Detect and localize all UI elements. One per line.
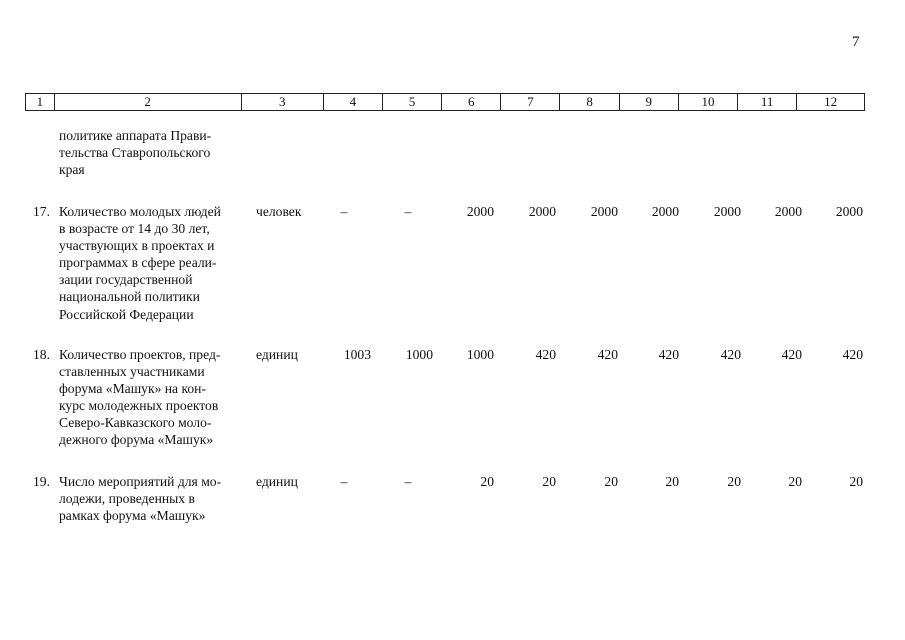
header-col-3: 3 bbox=[242, 94, 324, 110]
value-cell: 1000 bbox=[405, 347, 433, 362]
value-cell: – bbox=[340, 474, 348, 489]
description-line: политике аппарата Прави- bbox=[59, 128, 212, 143]
description-line: в возрасте от 14 до 30 лет, bbox=[59, 221, 210, 237]
value-cell: 2000 bbox=[590, 204, 618, 219]
description-line: Число мероприятий для мо- bbox=[59, 474, 222, 489]
description-line: Российской Федерации bbox=[59, 306, 194, 322]
value-cell: 2000 bbox=[528, 204, 556, 219]
value-cell: 420 bbox=[597, 347, 618, 362]
description-line: края bbox=[59, 162, 85, 178]
row-unit: человек bbox=[256, 204, 302, 219]
value-cell: 20 bbox=[727, 474, 741, 489]
header-col-1: 1 bbox=[26, 94, 55, 110]
table-header-row bbox=[25, 93, 865, 111]
row-number: 19. bbox=[33, 474, 50, 489]
row-description bbox=[59, 473, 244, 524]
header-col-12: 12 bbox=[824, 94, 838, 109]
header-col-10: 10 bbox=[679, 94, 738, 110]
header-col-5: 5 bbox=[383, 94, 442, 110]
description-line: Количество молодых людей bbox=[59, 204, 221, 219]
description-line: участвующих в проектах и bbox=[59, 238, 215, 254]
value-cell: 20 bbox=[788, 474, 802, 489]
description-line: национальной политики bbox=[59, 289, 200, 305]
value-cell: 2000 bbox=[774, 204, 802, 219]
row-description bbox=[59, 346, 244, 449]
page-number: 7 bbox=[852, 34, 860, 50]
row-number: 18. bbox=[33, 347, 50, 362]
description-line: лодежи, проведенных в bbox=[59, 491, 195, 507]
description-line: ставленных участниками bbox=[59, 364, 205, 380]
header-col-7: 7 bbox=[501, 94, 560, 110]
row-description bbox=[59, 203, 244, 323]
value-cell: 1003 bbox=[343, 347, 371, 362]
value-cell: 20 bbox=[542, 474, 556, 489]
description-line: форума «Машук» на кон- bbox=[59, 381, 206, 397]
value-cell: 420 bbox=[535, 347, 556, 362]
description-line: Количество проектов, пред- bbox=[59, 347, 221, 362]
header-col-8: 8 bbox=[560, 94, 619, 110]
value-cell: 20 bbox=[849, 474, 863, 489]
description-line: зации государственной bbox=[59, 272, 193, 288]
header-col-4: 4 bbox=[324, 94, 383, 110]
value-cell: 1000 bbox=[466, 347, 494, 362]
value-cell: 2000 bbox=[713, 204, 741, 219]
value-cell: 420 bbox=[658, 347, 679, 362]
row-unit: единиц bbox=[256, 347, 298, 362]
header-col-6: 6 bbox=[442, 94, 501, 110]
value-cell: 2000 bbox=[466, 204, 494, 219]
value-cell: 420 bbox=[842, 347, 863, 362]
description-line: тельства Ставропольского bbox=[59, 145, 211, 161]
value-cell: 420 bbox=[781, 347, 802, 362]
description-line: дежного форума «Машук» bbox=[59, 432, 214, 448]
row-unit: единиц bbox=[256, 474, 298, 489]
value-cell: 20 bbox=[665, 474, 679, 489]
description-line: курс молодежных проектов bbox=[59, 398, 219, 414]
header-col-2: 2 bbox=[55, 94, 242, 110]
value-cell: 420 bbox=[720, 347, 741, 362]
continuation-description bbox=[59, 127, 244, 178]
description-line: программах в сфере реали- bbox=[59, 255, 217, 271]
row-number: 17. bbox=[33, 204, 50, 219]
value-cell: 20 bbox=[604, 474, 618, 489]
value-cell: 20 bbox=[480, 474, 494, 489]
value-cell: 2000 bbox=[651, 204, 679, 219]
description-line: Северо-Кавказского моло- bbox=[59, 415, 212, 431]
value-cell: – bbox=[340, 204, 348, 219]
header-col-9: 9 bbox=[620, 94, 679, 110]
value-cell: 2000 bbox=[835, 204, 863, 219]
header-col-11: 11 bbox=[738, 94, 797, 110]
value-cell: – bbox=[404, 474, 412, 489]
value-cell: – bbox=[404, 204, 412, 219]
description-line: рамках форума «Машук» bbox=[59, 508, 206, 524]
